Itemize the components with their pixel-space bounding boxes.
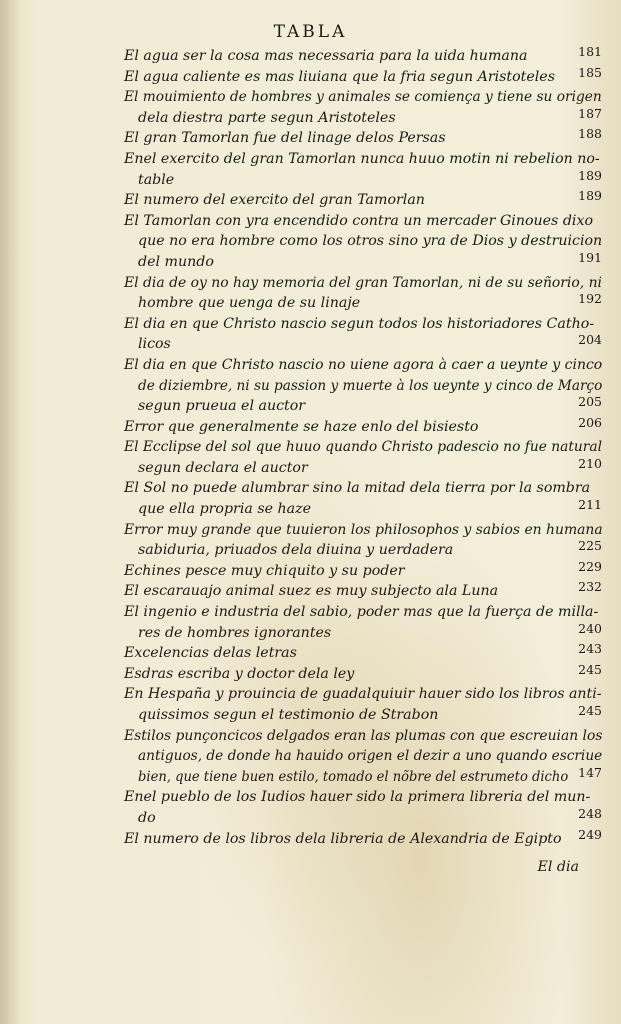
index-line <box>124 540 602 561</box>
index-entry-text: antiguos, de donde ha hauido origen el dezir a uno quando escriue <box>138 748 603 765</box>
index-entry-text: El agua ser la cosa mas necessaria para la uida humana <box>124 48 528 64</box>
index-entry-text: El Ecclipse del sol que huuo quando Christo padescio no fue natural <box>124 439 603 456</box>
index-line <box>124 805 602 829</box>
page-number: 147 <box>578 764 602 780</box>
index-line <box>124 661 602 685</box>
index-line <box>124 376 602 397</box>
page-number: 191 <box>578 249 602 265</box>
index-entry-text: El dia de oy no hay memoria del gran Tamorlan, ni de su señorio, ni <box>124 274 602 291</box>
index-entry-text: table <box>138 171 175 188</box>
index-entry-text: quissimos segun el testimonio de Strabon <box>138 707 439 723</box>
index-entry-text: do <box>138 809 156 826</box>
index-entry-text: Estilos punçoncicos delgados eran las plumas con que escreuian los <box>124 727 603 744</box>
page-number: 189 <box>578 167 602 183</box>
index-line <box>124 396 602 417</box>
index-line <box>124 105 602 129</box>
index-entry-text: segun declara el auctor <box>138 459 308 476</box>
index-line <box>124 211 602 232</box>
index-entry-text: El mouimiento de hombres y animales se comiença y tiene su origen <box>124 89 602 106</box>
index-line <box>124 46 602 67</box>
index-line <box>124 746 602 767</box>
index-line <box>124 355 602 376</box>
page-edge-shadow <box>0 0 22 1024</box>
index-line <box>124 520 602 541</box>
index-line <box>124 705 602 726</box>
page-number: 189 <box>578 188 602 204</box>
index-entries <box>124 46 602 849</box>
index-entry-text: Excelencias delas letras <box>124 645 297 662</box>
index-entry-text: Enel exercito del gran Tamorlan nunca huuo motin ni rebelion no- <box>124 150 600 167</box>
page-number: 204 <box>578 332 602 348</box>
index-line <box>124 314 602 335</box>
index-entry-text: El Sol no puede alumbrar sino la mitad dela tierra por la sombra <box>124 480 591 497</box>
index-entry-text: de diziembre, ni su passion y muerte à los ueynte y cinco de Março <box>138 377 603 394</box>
page-number: 243 <box>578 641 602 657</box>
index-entry-text: El ingenio e industria del sabio, poder mas que la fuerça de milla- <box>124 604 599 621</box>
index-line <box>124 602 602 623</box>
index-entry-text: que no era hombre como los otros sino yra de Dios y destruicion <box>138 233 603 250</box>
index-line <box>124 149 602 170</box>
index-line <box>124 787 602 808</box>
page-number: 211 <box>578 497 602 513</box>
page-number: 245 <box>578 703 602 718</box>
index-line <box>124 826 602 850</box>
index-entry-text: El gran Tamorlan fue del linage delos Persas <box>124 130 446 147</box>
index-entry-text: segun prueua el auctor <box>138 398 306 415</box>
index-entry-text: El numero de los libros dela libreria de Alexandria de Egipto <box>124 830 562 847</box>
page-number: 181 <box>578 44 602 59</box>
index-line <box>124 128 602 149</box>
index-line <box>124 414 602 438</box>
index-line <box>124 87 602 108</box>
index-entry-text: En Hespaña y prouincia de guadalquiuir hauer sido los libros anti- <box>124 686 602 703</box>
index-line <box>124 293 602 314</box>
index-entry-text: Esdras escriba y doctor dela ley <box>124 665 355 682</box>
index-line <box>124 478 602 499</box>
index-line <box>124 620 602 644</box>
page-number: 205 <box>578 394 602 410</box>
page-number: 240 <box>578 620 602 636</box>
index-entry-text: El escarauajo animal suez es muy subjecto ala Luna <box>124 583 499 600</box>
index-line <box>124 334 602 355</box>
page-number: 185 <box>578 64 602 80</box>
index-line <box>124 764 602 788</box>
index-line <box>124 581 602 602</box>
index-line <box>124 190 602 211</box>
index-entry-text: del mundo <box>138 253 214 270</box>
index-line <box>124 499 602 520</box>
index-entry-text: sabiduria, priuados dela diuina y uerdadera <box>138 542 454 559</box>
catchword: El dia <box>537 859 579 875</box>
index-line <box>124 437 602 458</box>
index-entry-text: licos <box>138 336 171 353</box>
index-entry-text: El agua caliente es mas liuiana que la fria segun Aristoteles <box>124 68 555 85</box>
index-line <box>124 273 602 294</box>
index-line <box>124 684 602 705</box>
index-line <box>124 64 602 88</box>
index-entry-text: El Tamorlan con yra encendido contra un mercader Ginoues dixo <box>124 212 594 229</box>
index-line <box>124 231 602 252</box>
page-number: 232 <box>578 579 602 595</box>
index-entry-text: Enel pueblo de los Iudios hauer sido la primera libreria del mun- <box>124 789 591 806</box>
index-entry-text: Error que generalmente se haze enlo del bisiesto <box>124 418 479 435</box>
page-number: 188 <box>578 126 602 142</box>
page-number: 210 <box>578 455 602 471</box>
index-entry-text: que ella propria se haze <box>138 501 311 518</box>
index-line <box>124 167 602 191</box>
index-line <box>124 455 602 479</box>
index-entry-text: Error muy grande que tuuieron los philosophos y sabios en humana <box>124 521 603 538</box>
index-line <box>124 249 602 273</box>
page-number: 187 <box>578 105 602 121</box>
index-entry-text: Echines pesce muy chiquito y su poder <box>124 562 405 579</box>
page-number: 249 <box>578 826 602 842</box>
index-entry-text: bien, que tiene buen estilo, tomado el nõbre del estrumeto dicho <box>138 768 569 785</box>
index-entry-text: El dia en que Christo nascio no uiene agora à caer a ueynte y cinco <box>124 356 603 373</box>
index-entry-text: res de hombres ignorantes <box>138 624 332 641</box>
page-number: 192 <box>578 291 602 307</box>
page-number: 245 <box>578 661 602 677</box>
page-number: 206 <box>578 414 602 430</box>
index-entry-text: El dia en que Christo nascio segun todos los historiadores Catho- <box>124 315 595 332</box>
index-line <box>124 643 602 664</box>
page-number: 229 <box>578 558 602 574</box>
page-heading: TABLA <box>273 22 348 42</box>
index-line <box>124 726 602 747</box>
index-entry-text: hombre que uenga de su linaje <box>138 295 361 312</box>
page-number: 248 <box>578 805 602 821</box>
page-number: 225 <box>578 538 602 554</box>
index-line <box>124 558 602 582</box>
index-entry-text: dela diestra parte segun Aristoteles <box>138 109 396 126</box>
index-entry-text: El numero del exercito del gran Tamorlan <box>124 192 425 209</box>
